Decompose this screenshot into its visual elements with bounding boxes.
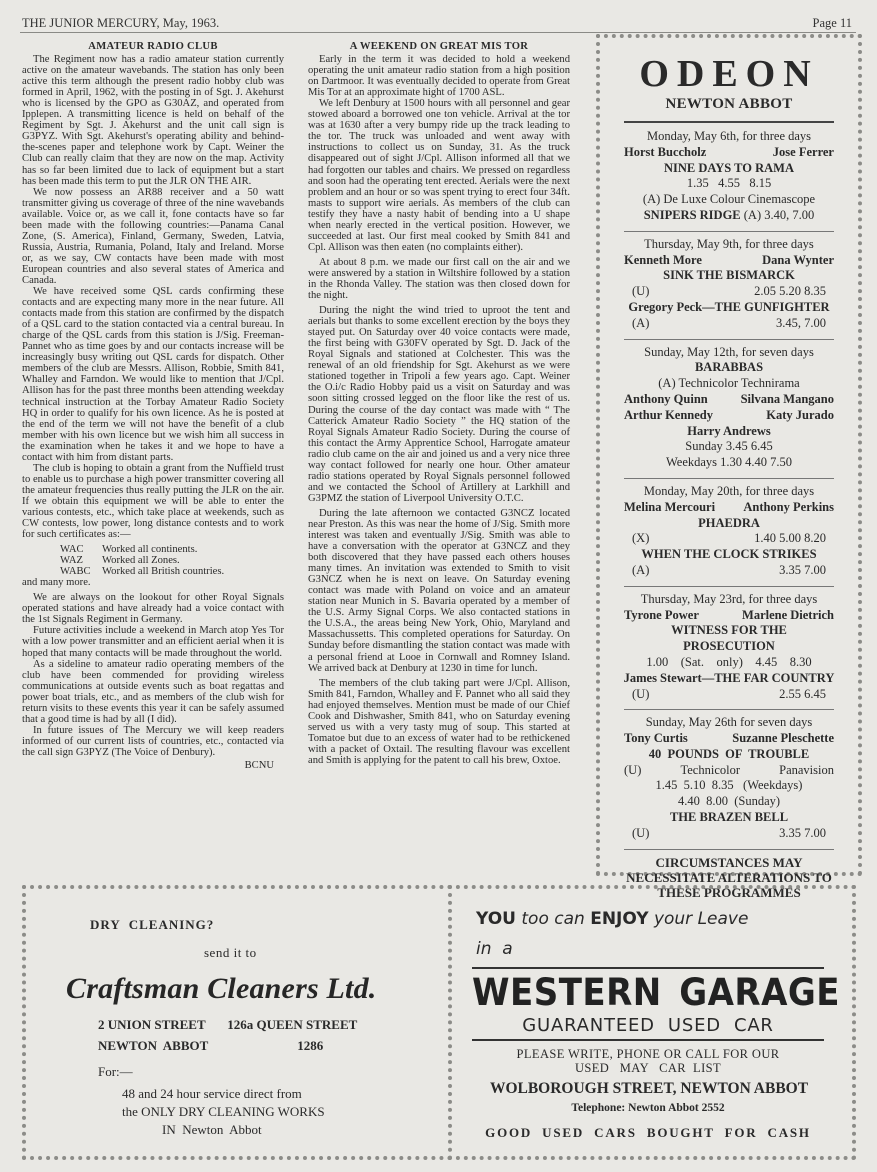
garage-subtitle: GUARANTEED USED CAR [522, 1015, 774, 1036]
star: Arthur Kennedy [624, 407, 714, 422]
film-title: 40 POUNDS OF TROUBLE [648, 746, 810, 761]
support-feature [624, 208, 834, 224]
garage-request [462, 1047, 834, 1075]
certificate-list [22, 544, 284, 577]
tagline-word: ENJOY [590, 909, 649, 929]
star: Marlene Dietrich [742, 607, 834, 622]
star: Melina Mercouri [624, 499, 716, 514]
divider [624, 586, 834, 587]
programme [624, 237, 834, 332]
programme-date: Monday, May 20th, for three days [643, 483, 815, 498]
certificate: (A) [743, 207, 762, 222]
programme [624, 484, 834, 579]
cleaners-advert [22, 885, 452, 1160]
certificate-meaning: Worked all Zones. [102, 555, 180, 567]
programme-notice: CIRCUMSTANCES MAY NECESSITATE ALTERATIONS TO THESE PROGRAMMES [626, 854, 832, 900]
show-times: Weekdays 1.30 4.40 7.50 [665, 455, 793, 470]
service-description [122, 1085, 325, 1139]
programme-stars [624, 408, 834, 424]
service-line: 48 and 24 hour service direct from [122, 1086, 302, 1101]
divider [624, 478, 834, 479]
paragraph: At about 8 p.m. we made our first call on the air and we were answered by a station in Wiltshire followed by a station in the Rhonda Valley. The station was then closed down for the night. [308, 256, 570, 302]
address-line: 2 UNION STREET [98, 1017, 206, 1032]
support-title: WHEN THE CLOCK STRIKES [641, 547, 817, 562]
certificate: (U) [632, 825, 650, 840]
paragraph: Future activities include a weekend in March atop Yes Tor with a low power transmitter and an efficient aerial when it is hoped that many contacts will be made throughout the world. [22, 625, 284, 659]
cinema-town: NEWTON ABBOT [665, 96, 793, 112]
signoff: BCNU [244, 760, 274, 771]
garage-cash-offer: GOOD USED CARS BOUGHT FOR CASH [485, 1125, 811, 1140]
ad-question: DRY CLEANING? [90, 917, 215, 932]
address-town: NEWTON ABBOT [98, 1038, 209, 1053]
paragraph: We are always on the lookout for other Royal Signals operated stations and have already had a voice contact with the 1st Signals Regiment in Germany. [22, 592, 284, 626]
programme-date: Monday, May 6th, for three days [646, 129, 812, 143]
show-times: 2.55 6.45 [779, 686, 826, 701]
star: Silvana Mangano [740, 391, 834, 406]
support-title: Gregory Peck—THE GUNFIGHTER [628, 299, 830, 314]
programme-date: Sunday, May 12th, for seven days [644, 344, 814, 359]
garage-name-word: WESTERN [472, 971, 662, 1014]
paragraph: We left Denbury at 1500 hours with all personnel and gear stowed aboard a borrowed one ton vehicle. Arrival at the tor was at 1630 after a very bumpy ride up the track leading to the tor. The truck was unloaded and went away with instructions to collect us on Sunday, 31. As the truck disappeared out of sight J/Cpl. Allison informed all that we had forgotten our tables and chairs. We pressed on regardless and soon had the operating tent erected. Aerials were the next problem and an hour or so was spent trying to erect four 34ft. masts to support wire aerials. As members of the club can testify they have a nasty habit of bending into a U shape when nearly erected in the vertical position. However, we succeeded at last. Our first meal cooked by Smith 841 and Cpl. Allison was then eaten (no complaints either). [308, 98, 570, 253]
garage-name-word: GARAGE [679, 971, 840, 1014]
certificate-code: WAC [60, 544, 84, 556]
cert-times [624, 563, 834, 579]
programme-stars [624, 145, 834, 161]
request-line: USED MAY CAR LIST [574, 1061, 722, 1075]
programme [624, 715, 834, 841]
certificate: (A) [632, 562, 650, 577]
cert-times [624, 531, 834, 547]
paragraph: As a sideline to amateur radio operating members of the club have been commended for providing wireless communications at outside events such as boat regattas and power boat trials, etc., and as members of the club wish for return visits to these events this year it can be safely assumed that a good time is had by all (I did). [22, 658, 284, 725]
programme [624, 129, 834, 224]
divider [624, 849, 834, 850]
cleaners-logo: Craftsman Cleaners Ltd. [66, 972, 377, 1005]
tagline-word: your Leave [653, 909, 749, 929]
programme-stars [624, 608, 834, 624]
paragraph: During the late afternoon we contacted G3NCZ located near Preston. As this was near the home of J/Sig. Smith more interest was taken and eventually J/Sig. Smith was able to have a conversation with the operator at G3NCZ and they both discovered that they have passed each others houses many times. An invitation was extended to Smith to visit G3NCZ when he is next on leave. On Saturday evening contact was made with Poland on voice and an amateur station near Munich in S. Bavaria operated by a member of the U.S. Army Signal Corps. We also contacted stations in the U.S.A., the areas being New York, Ohio, Maryland and Massachussetts. This completed operations for Saturday. On Sunday before dismantling the station contact was made with a personal friend at Looe in Cornwall and Romney Island. We arrived back at Denbury at 1230 in time for lunch. [308, 507, 570, 674]
star: Tony Curtis [624, 731, 688, 746]
certificate: (A) [632, 315, 650, 330]
article-title: AMATEUR RADIO CLUB [88, 41, 218, 52]
programme-date: Thursday, May 9th, for three days [644, 236, 814, 251]
programme-stars [624, 500, 834, 516]
film-title: NINE DAYS TO RAMA [663, 160, 794, 175]
service-line: IN Newton Abbot [162, 1122, 262, 1137]
article-radio-club [22, 38, 284, 771]
show-times: 3.40, 7.00 [764, 207, 815, 222]
star: Kenneth More [624, 252, 702, 267]
divider [624, 709, 834, 710]
cert-times [624, 687, 834, 703]
paragraph: We now possess an AR88 receiver and a 50 watt transmitter giving us coverage of three of the nine wavebands available. Voice or, as we call it, fone contacts have so far been made with the following countries:—Panama Canal Zone, (S. America), Finland, Germany, Sweden, Latvia, Russia, Austria, Rumania, Poland, Italy and Ireland. Morse or, as we say, CW contacts have been made with most European countries and also several states of America and Canada. [22, 186, 284, 286]
certificate-item [22, 555, 284, 566]
film-title: BARABBAS [694, 360, 764, 375]
show-times: Sunday 3.45 6.45 [685, 439, 773, 454]
programme-stars [624, 731, 834, 747]
cert-times [624, 284, 834, 300]
star: Tyrone Power [624, 607, 699, 622]
programme [624, 345, 834, 471]
programme-date: Sunday, May 26th for seven days [645, 715, 813, 730]
show-times: 4.40 8.00 (Sunday) [677, 794, 781, 809]
show-times: 1.40 5.00 8.20 [754, 531, 826, 546]
paragraph: Early in the term it was decided to hold a weekend operating the unit amateur radio station from a high position on Dartmoor. It was eventually decided to operate from Great Mis Tor at an approximate hight of 1700 ASL. [308, 54, 570, 99]
star: Katy Jurado [766, 407, 834, 422]
show-times: 3.45, 7.00 [776, 315, 826, 330]
paragraph: The Regiment now has a radio amateur station currently active on the amateur wavebands. The station has only been active this term although the present radio hobby club was formed in April, 1962, with the posting in of Sgt. J. Akehurst who is licensed by the GPO as G30AZ, and operated from Ipplepen. A transmitting licence is held on behalf of the Regiment by Sgt. J. Akehurst and the unit call sign is G3PYZ. With Sgt. Akehurst's operating ability and behind-the-scenes paper and telephone work by Capt. Weiner the Club can really claim that they are now on the map. Activity has so far been limited due to lack of equipment but a start has been made this term to put the JLR ON THE AIR. [22, 54, 284, 187]
programme-date: Thursday, May 23rd, for three days [640, 591, 818, 606]
film-title: WITNESS FOR THE PROSECUTION [671, 623, 787, 654]
programme-stars [624, 253, 834, 269]
certificate: (X) [632, 531, 650, 546]
ad-tagline-end: in a [476, 939, 513, 959]
certificate-item [22, 566, 284, 577]
show-times: 3.35 7.00 [779, 825, 826, 840]
support-title: James Stewart—THE FAR COUNTRY [623, 670, 835, 685]
film-info [624, 763, 834, 779]
star: Horst Buccholz [624, 144, 707, 159]
tagline-word: YOU [476, 909, 516, 929]
colour-process: Technicolor [680, 762, 740, 777]
certificate-code: WAZ [60, 555, 83, 567]
star: Jose Ferrer [772, 144, 834, 159]
paragraph: The club is hoping to obtain a grant from the Nuffield trust to enable us to purchase a high power transmitter covering all the amateur frequencies thus really putting the JLR on the air. If we obtain this equipment we will be able to enter the various contests, etc., which take place at weekends, such as CW contests, low power, long distance contests and to work for such certificates as:— [22, 462, 284, 541]
cert-times [624, 316, 834, 332]
cleaners-address [98, 1017, 357, 1054]
certificate-item [22, 544, 284, 555]
show-times: 1.45 5.10 8.35 (Weekdays) [655, 778, 803, 793]
programme [624, 592, 834, 703]
odeon-advert [596, 34, 862, 900]
support-title: THE BRAZEN BELL [669, 810, 789, 825]
page-header [20, 10, 856, 33]
cinema-name: ODEON [639, 53, 819, 95]
star: Dana Wynter [762, 252, 834, 267]
garage-name [472, 971, 840, 1014]
divider [472, 1039, 824, 1041]
film-info: (A) Technicolor Technirama [658, 376, 800, 391]
show-times: 1.35 4.55 8.15 [686, 176, 772, 191]
garage-telephone: Telephone: Newton Abbot 2552 [571, 1102, 725, 1114]
address-line: 126a QUEEN STREET [227, 1017, 358, 1032]
phone-number: 1286 [297, 1038, 324, 1053]
support-title: SNIPERS RIDGE [643, 207, 741, 222]
service-line: the ONLY DRY CLEANING WORKS [122, 1104, 325, 1119]
divider [472, 967, 824, 969]
certificate-code: WABC [60, 566, 91, 578]
paragraph: We have received some QSL cards confirming these contacts and are expecting many more in the near future. All contacts made from this station are confirmed by the dispatch of a QSL card to the station contacted via a central bureau. In charge of the QSL cards from this station is J/Sig. Freeman-Pannet who as time goes by and our contacts increase will be increasingly busy writing out QSL cards for dispatch. Other members of the club are Messrs. Allison, Robbie, Smith 841, Whalley and Farndon. We would like to mention that J/Cpl. Allison has for the past three months been attending weekday technical instruction at the Torbay Amateur Radio Society HQ in order to qualify for his own licence. As he is posted at the end of the term we will not have the benefit of a club member with his own licence but we wish him all success in the examination when he takes it and we hope to have a contact with him from distant parts. [22, 286, 284, 463]
paragraph: In future issues of The Mercury we will keep readers informed of our current lists of countries, etc., contacted via the call sign G3PYZ (The Voice of Denbury). [22, 724, 284, 758]
tagline-word: too can [521, 909, 585, 929]
list-trailer: and many more. [22, 577, 91, 589]
certificate: (U) [632, 284, 650, 299]
programme-stars [624, 392, 834, 408]
certificate-meaning: Worked all continents. [102, 544, 198, 556]
film-title: PHAEDRA [698, 515, 760, 530]
certificate-meaning: Worked all British countries. [102, 566, 225, 578]
paragraph: The members of the club taking part were J/Cpl. Allison, Smith 841, Farndon, Whalley and F. Pannet who all said they had enjoyed themselves. Mention must be made of our Chief Cook and Dishwasher, Smith 841, who on Saturday evening served us with a very tasty mug of soup. This started at Tomatoe but due to an excess of water had to be rethickened with a packet of Oxtail. The resulting flavour was excellent and Smith is applying for the patent to call his brew, Oxtoe. [308, 677, 570, 766]
certificate: (U) [632, 686, 650, 701]
star: Harry Andrews [687, 423, 771, 438]
garage-address: WOLBOROUGH STREET, NEWTON ABBOT [489, 1080, 809, 1097]
show-times: 3.35 7.00 [779, 562, 826, 577]
garage-advert [448, 885, 856, 1160]
request-line: PLEASE WRITE, PHONE OR CALL FOR OUR [516, 1047, 780, 1061]
show-times: 1.00 (Sat. only) 4.45 8.30 [646, 654, 812, 669]
paragraph: During the night the wind tried to uproot the tent and aerials but thanks to some excellent erection by the boys they stayed put. On Saturday over 40 voice contacts were made, the first being with G30FV operated by Sgt. D. Jack of the Royal Signals and stationed at Colchester. This was the renewal of an old friendship for Sgt. Akehurst as we were stationed together in Tripoli a few years ago. Capt. Weiner the O.i/c Radio Hobby paid us a visit on Saturday and was soon sitting crossed legged on the floor like the rest of us. During the course of the day contact was made with “ The Catterick Amateur Radio Society ” the HQ station of the Royal Signals Amateur Radio Society. During the course of this contact the Army Apprentice School, Harrogate amateur radio club came on the air and joined us and a very nice three way contact followed for nearly one hour. Other amateur radio stations operated by Royal Signals personnel followed and we contacted the School of Artillery at Larkhill and G3PMZ the station of Liverpool University O.T.C. [308, 305, 570, 504]
show-times: 2.05 5.20 8.35 [754, 284, 826, 299]
certificate: (U) [624, 762, 642, 777]
ad-tagline [476, 909, 748, 929]
page-number: Page 11 [812, 16, 852, 30]
star: Suzanne Pleschette [732, 731, 834, 746]
divider [624, 339, 834, 340]
star: Anthony Perkins [743, 499, 834, 514]
cert-times [624, 826, 834, 842]
article-title: A WEEKEND ON GREAT MIS TOR [349, 41, 529, 52]
film-title: SINK THE BISMARCK [663, 268, 795, 283]
screen-format: Panavision [779, 762, 834, 777]
star: Anthony Quinn [624, 391, 708, 406]
ad-send: send it to [204, 945, 257, 960]
ad-for: For:— [98, 1064, 133, 1079]
publication-title: THE JUNIOR MERCURY, May, 1963. [22, 16, 220, 30]
film-info: (A) De Luxe Colour Cinemascope [642, 192, 816, 207]
divider [624, 231, 834, 232]
divider [624, 121, 834, 123]
article-weekend [308, 38, 570, 766]
